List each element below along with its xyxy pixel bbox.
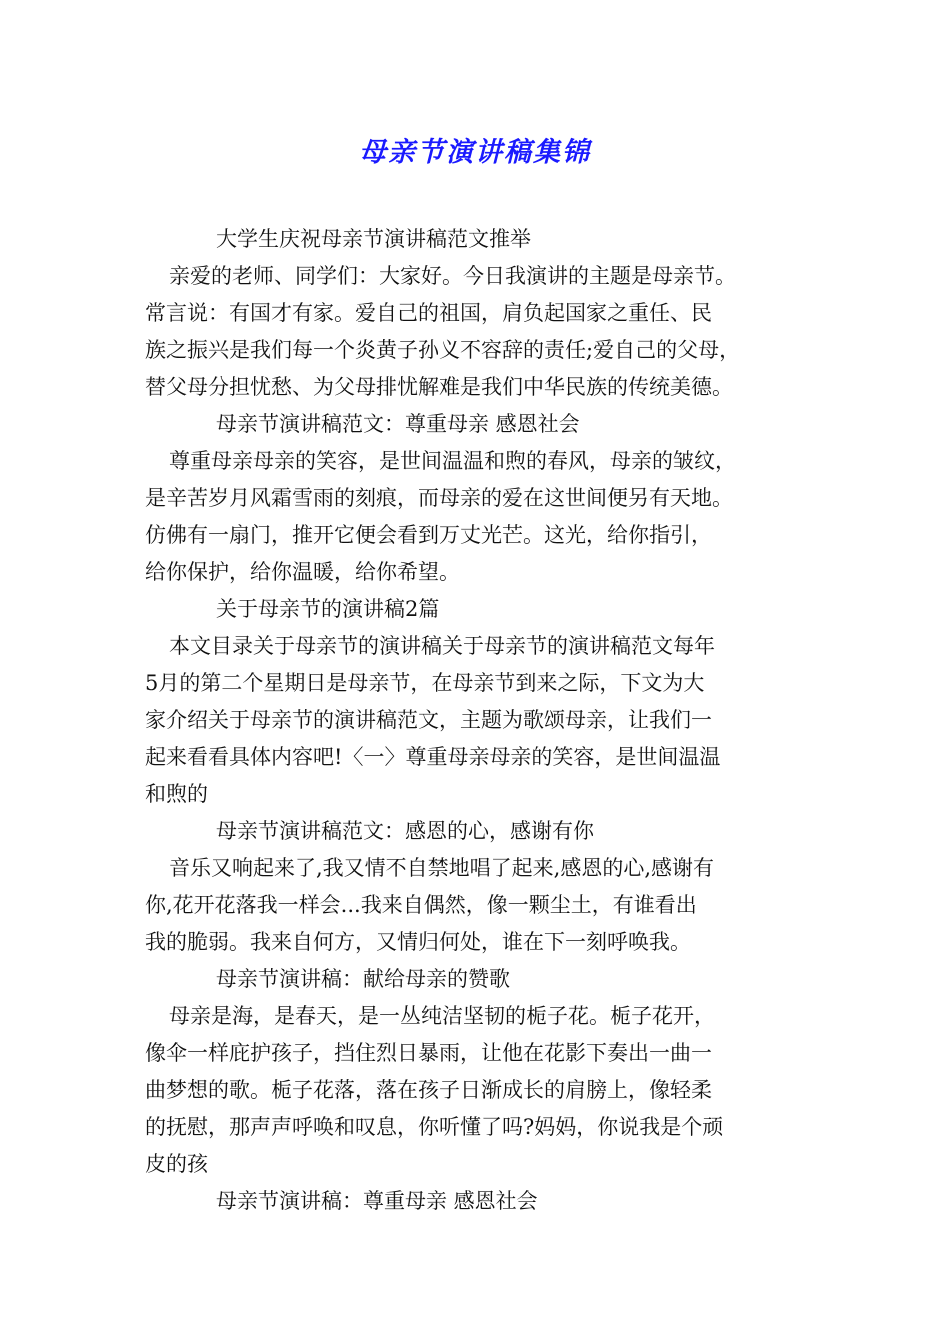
section-heading: 母亲节演讲稿：尊重母亲 感恩社会 [216,1189,538,1213]
paragraph-line: 曲梦想的歌。栀子花落，落在孩子日渐成长的肩膀上，像轻柔 [145,1078,712,1102]
paragraph-line: 族之振兴是我们每一个炎黄子孙义不容辞的责任;爱自己的父母， [145,338,741,362]
section-heading: 大学生庆祝母亲节演讲稿范文推举 [216,227,531,251]
paragraph-line: 像伞一样庇护孩子，挡住烈日暴雨，让他在花影下奏出一曲一 [145,1041,712,1065]
paragraph-line: 仿佛有一扇门，推开它便会看到万丈光芒。这光，给你指引， [145,523,712,547]
paragraph-line: 家介绍关于母亲节的演讲稿范文，主题为歌颂母亲，让我们一 [145,708,712,732]
paragraph-line: 皮的孩 [145,1152,208,1176]
paragraph-line: 音乐又响起来了,我又情不自禁地唱了起来,感恩的心,感谢有 [169,856,715,880]
paragraph-line: 亲爱的老师、同学们：大家好。今日我演讲的主题是母亲节。 [169,264,736,288]
document-title: 母亲节演讲稿集锦 [359,137,591,168]
paragraph-line: 母亲是海，是春天，是一丛纯洁坚韧的栀子花。栀子花开， [169,1004,715,1028]
section-heading: 母亲节演讲稿：献给母亲的赞歌 [216,967,510,991]
paragraph-line: 我的脆弱。我来自何方，又情归何处，谁在下一刻呼唤我。 [145,930,691,954]
section-heading: 关于母亲节的演讲稿2篇 [216,597,440,621]
paragraph-line: 5月的第二个星期日是母亲节，在母亲节到来之际，下文为大 [145,671,705,695]
paragraph-line: 本文目录关于母亲节的演讲稿关于母亲节的演讲稿范文每年 [169,634,715,658]
paragraph-line: 给你保护，给你温暖，给你希望。 [145,560,460,584]
paragraph-line: 替父母分担忧愁、为父母排忧解难是我们中华民族的传统美德。 [145,375,733,399]
section-heading: 母亲节演讲稿范文：感恩的心，感谢有你 [216,819,594,843]
paragraph-line: 你,花开花落我一样会...我来自偶然，像一颗尘土，有谁看出 [145,893,697,917]
paragraph-line: 起来看看具体内容吧!〈一〉尊重母亲母亲的笑容，是世间温温 [145,745,721,769]
paragraph-line: 常言说：有国才有家。爱自己的祖国，肩负起国家之重任、民 [145,301,712,325]
paragraph-line: 和煦的 [145,782,208,806]
paragraph-line: 是辛苦岁月风霜雪雨的刻痕，而母亲的爱在这世间便另有天地。 [145,486,733,510]
section-heading: 母亲节演讲稿范文：尊重母亲 感恩社会 [216,412,580,436]
paragraph-line: 尊重母亲母亲的笑容，是世间温温和煦的春风，母亲的皱纹， [169,449,736,473]
document-body [145,221,825,1220]
paragraph-line: 的抚慰，那声声呼唤和叹息，你听懂了吗?妈妈，你说我是个顽 [145,1115,724,1139]
